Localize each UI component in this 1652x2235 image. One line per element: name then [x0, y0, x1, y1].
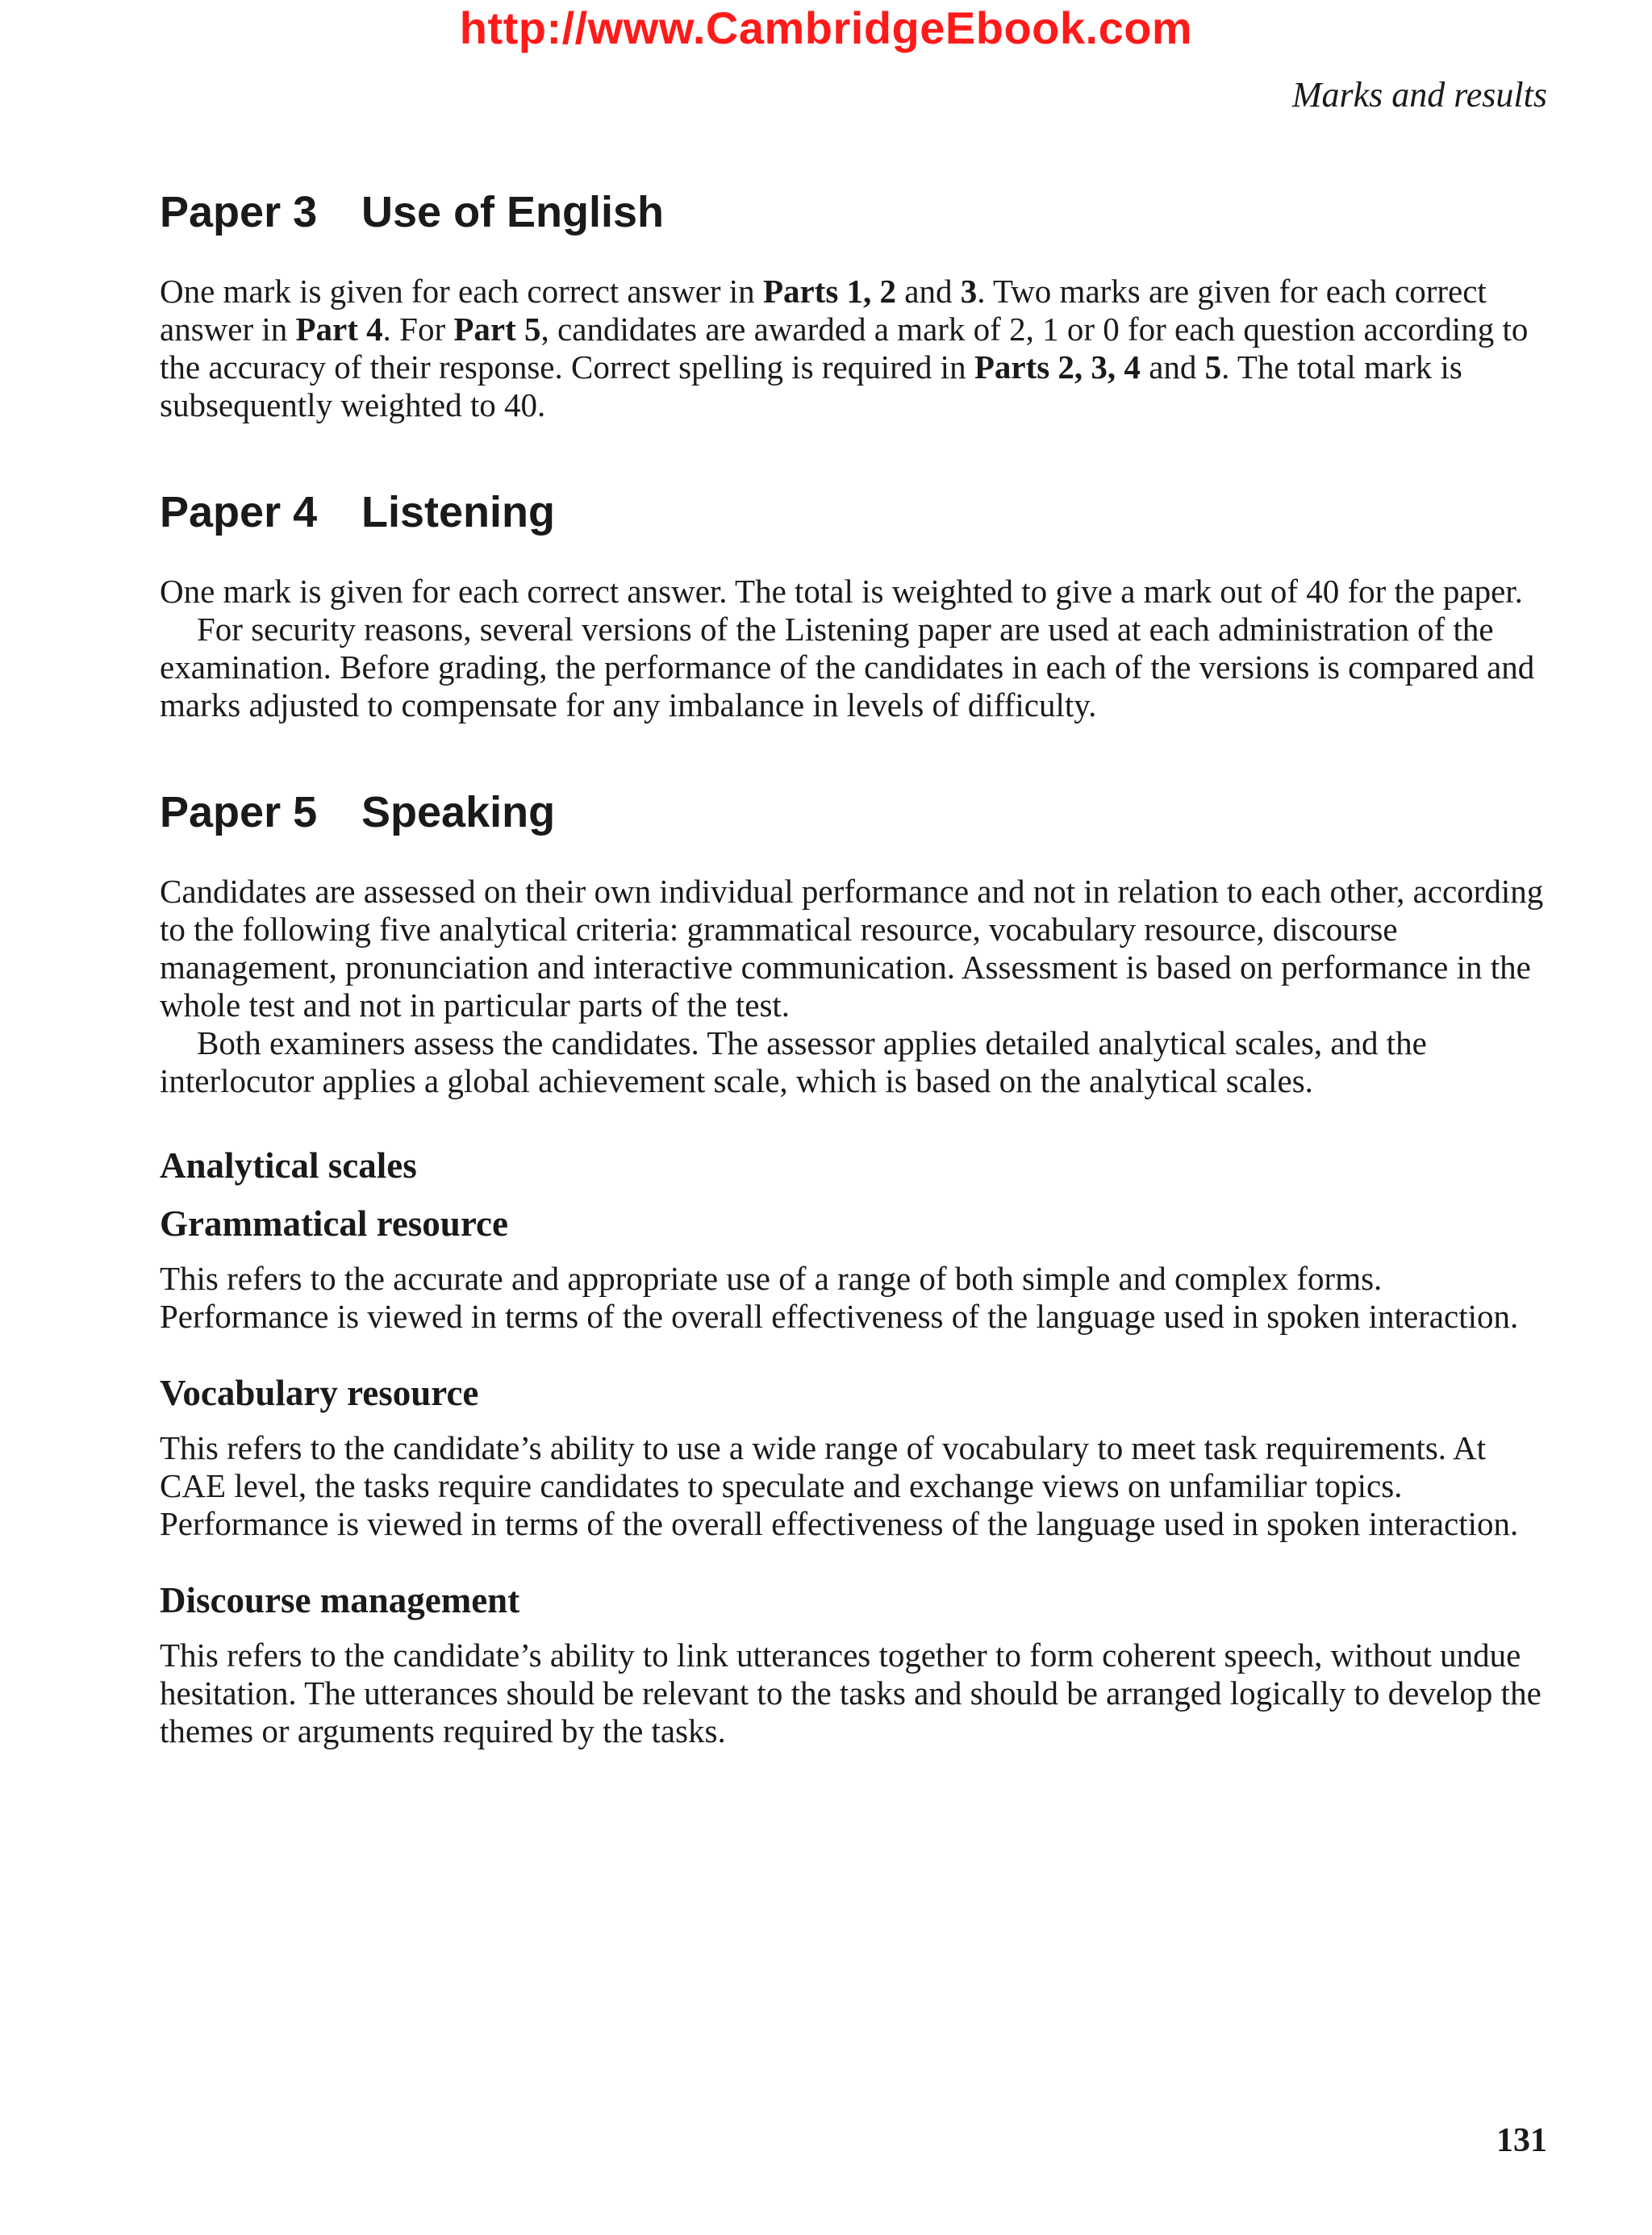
paper-number: Paper 5 [160, 788, 318, 837]
grammatical-resource-heading: Grammatical resource [160, 1203, 508, 1245]
section-paper-4 [160, 487, 1549, 724]
analytical-scales-heading: Analytical scales [160, 1145, 417, 1186]
running-header: Marks and results [1291, 75, 1547, 115]
paper-title: Speaking [361, 788, 556, 837]
section-paper-5 [160, 787, 1549, 1750]
paper-5-paragraph-2: Both examiners assess the candidates. The assessor applies detailed analytical scales, and the interlocutor applies a global achievement scale, which is based on the analytical scales. [160, 1024, 1427, 1100]
paper-4-paragraph-1: One mark is given for each correct answer. The total is weighted to give a mark out of 40 for the paper. [160, 573, 1523, 611]
discourse-management-block [160, 1578, 1549, 1750]
page-content [160, 187, 1549, 1813]
paper-3-heading [160, 187, 1549, 237]
paper-4-heading [160, 487, 1549, 537]
paper-title: Listening [361, 488, 555, 537]
paper-title: Use of English [361, 188, 665, 236]
grammatical-resource-block [160, 1202, 1549, 1336]
paper-number: Paper 4 [160, 488, 318, 537]
paper-3-paragraph: One mark is given for each correct answer in Parts 1, 2 and 3. Two marks are given for each correct answer in Part 4. For Part 5, candidates are awarded a mark of 2, 1 or 0 for each question according to the accuracy of their response. Correct spelling is required in Parts 2, 3, 4 and 5. The total mark is subsequently weighted to 40. [160, 273, 1529, 424]
vocabulary-resource-heading: Vocabulary resource [160, 1373, 479, 1414]
grammatical-resource-text: This refers to the accurate and appropriate use of a range of both simple and complex forms. Performance is viewed in terms of the overall effectiveness of the language used in spoken interaction. [160, 1260, 1519, 1336]
watermark-url: http://www.CambridgeEbook.com [459, 2, 1193, 53]
paper-5-heading [160, 787, 1549, 837]
vocabulary-resource-text: This refers to the candidate’s ability to use a wide range of vocabulary to meet task requirements. At CAE level, the tasks require candidates to speculate and exchange views on unfamiliar topics. Performance is viewed in terms of the overall effectiveness of the language used in spoken interaction. [160, 1429, 1519, 1543]
section-paper-3 [160, 187, 1549, 424]
discourse-management-heading: Discourse management [160, 1580, 520, 1621]
vocabulary-resource-block [160, 1371, 1549, 1543]
page-number: 131 [1496, 2122, 1547, 2159]
paper-5-paragraph-1: Candidates are assessed on their own individual performance and not in relation to each other, according to the following five analytical criteria: grammatical resource, vocabulary resource, discourse management, pronunciation and interactive communication. Assessment is based on performance in the whole test and not in particular parts of the test. [160, 873, 1544, 1024]
paper-4-paragraph-2: For security reasons, several versions of the Listening paper are used at each administration of the examination. Before grading, the performance of the candidates in each of the versions is compared and marks adjusted to compensate for any imbalance in levels of difficulty. [160, 611, 1535, 724]
discourse-management-text: This refers to the candidate’s ability to link utterances together to form coherent speech, without undue hesitation. The utterances should be relevant to the tasks and should be arranged logically to develop the themes or arguments required by the tasks. [160, 1637, 1541, 1750]
paper-number: Paper 3 [160, 188, 318, 236]
